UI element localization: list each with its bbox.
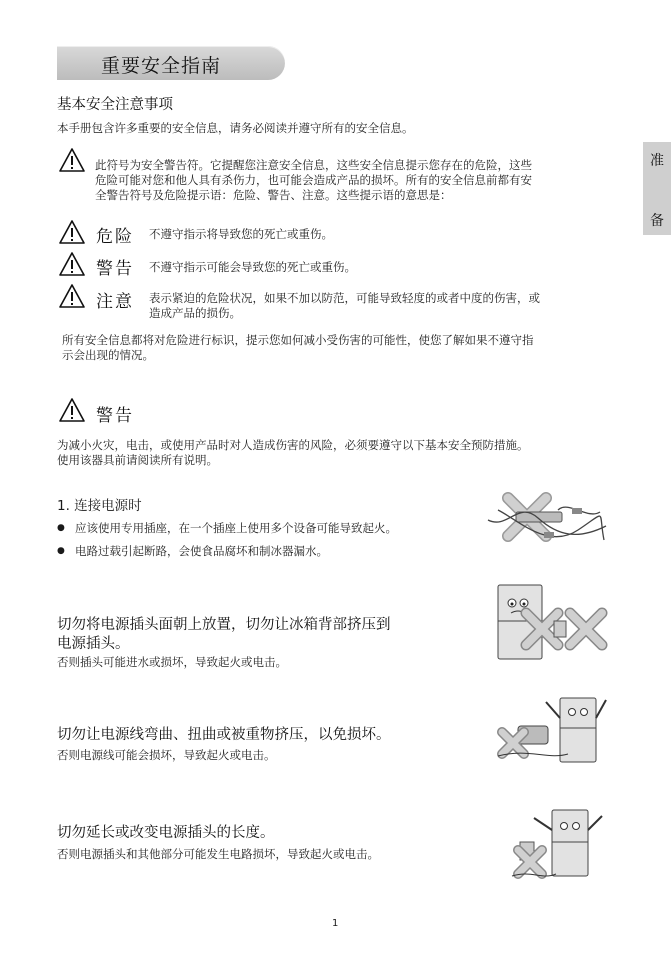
warning-triangle-icon	[59, 148, 85, 172]
page-title: 重要安全指南	[101, 55, 222, 77]
power-bullet-2: 电路过载引起断路，会使食品腐坏和制冰器漏水。	[75, 544, 328, 558]
page-number: 1	[332, 918, 339, 929]
item1-title-line-1: 切勿将电源插头面朝上放置，切勿让冰箱背部挤压到	[57, 617, 391, 633]
power-bullet-1: 应该使用专用插座，在一个插座上使用多个设备可能导致起火。	[75, 521, 397, 535]
bullet-dot: ●	[57, 546, 65, 556]
symbol-text-line-1: 此符号为安全警告符。它提醒您注意安全信息，这些安全信息提示您存在的危险，这些	[95, 158, 532, 172]
warning-section-word: 警告	[96, 406, 134, 426]
power-strip-illustration	[488, 490, 608, 550]
warning-text: 不遵守指示可能会导致您的死亡或重伤。	[149, 260, 356, 274]
side-tab-char-2: 备	[650, 213, 664, 229]
item3-title: 切勿延长或改变电源插头的长度。	[57, 825, 275, 841]
warning-section-line-2: 使用该器具前请阅读所有说明。	[57, 453, 218, 467]
warning-word: 警告	[96, 259, 134, 279]
side-tab[interactable]	[643, 142, 671, 235]
bullet-dot: ●	[57, 523, 65, 533]
fridge-cord-crushed-illustration	[498, 688, 608, 766]
caution-triangle-icon	[59, 284, 85, 308]
caution-word: 注意	[96, 292, 134, 312]
basic-safety-intro: 本手册包含许多重要的安全信息，请务必阅读并遵守所有的安全信息。	[57, 121, 414, 135]
danger-text: 不遵守指示将导致您的死亡或重伤。	[149, 227, 333, 241]
warning-section-icon	[59, 398, 85, 422]
all-info-line-1: 所有安全信息都将对危险进行标识，提示您如何减小受伤害的可能性，使您了解如果不遵守指	[62, 333, 534, 347]
caution-text-line-1: 表示紧迫的危险状况，如果不加以防范，可能导致轻度的或者中度的伤害，或	[149, 291, 540, 305]
item1-title-line-2: 电源插头。	[57, 636, 130, 652]
item3-desc: 否则电源插头和其他部分可能发生电路损坏，导致起火或电击。	[57, 847, 379, 861]
item2-desc: 否则电源线可能会损坏，导致起火或电击。	[57, 748, 276, 762]
symbol-text-line-2: 危险可能对您和他人具有杀伤力，也可能会造成产品的损坏。所有的安全信息前都有安	[95, 173, 532, 187]
warning-section-line-1: 为减小火灾，电击，或使用产品时对人造成伤害的风险，必须要遵守以下基本安全预防措施。	[57, 438, 529, 452]
fridge-extension-cord-illustration	[512, 800, 608, 880]
item1-desc: 否则插头可能进水或损坏，导致起火或电击。	[57, 655, 287, 669]
caution-text-line-2: 造成产品的损伤。	[149, 306, 241, 320]
fridge-back-illustration	[496, 583, 606, 661]
symbol-text-line-3: 全警告符号及危险提示语：危险、警告、注意。这些提示语的意思是：	[95, 188, 452, 202]
basic-safety-heading: 基本安全注意事项	[57, 97, 173, 113]
power-heading: 1. 连接电源时	[57, 498, 142, 514]
danger-word: 危险	[96, 227, 134, 247]
page-title-banner	[57, 46, 285, 80]
danger-triangle-icon	[59, 220, 85, 244]
item2-title: 切勿让电源线弯曲、扭曲或被重物挤压，以免损坏。	[57, 727, 391, 743]
all-info-line-2: 示会出现的情况。	[62, 348, 154, 362]
side-tab-char-1: 准	[650, 153, 664, 169]
warning-triangle-icon	[59, 252, 85, 276]
